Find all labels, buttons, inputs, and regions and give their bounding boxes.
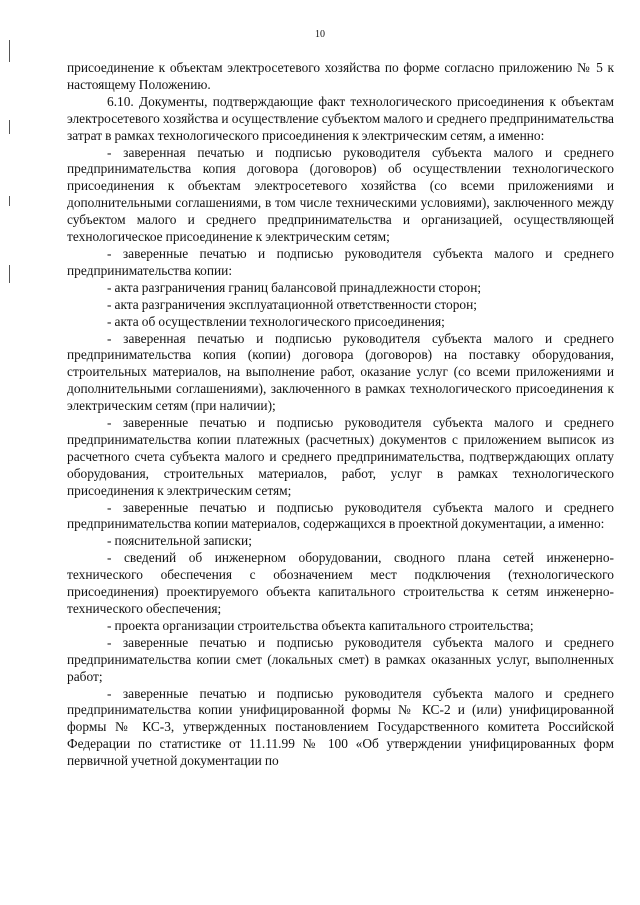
paragraph: - заверенные печатью и подписью руководителя субъекта малого и среднего предпринимательства копии: — [67, 245, 614, 278]
list-item: - акта об осуществлении технологического присоединения; — [107, 313, 445, 329]
paragraph: 6.10. Документы, подтверждающие факт технологического присоединения к объектам электросетевого хозяйства и осуществление субъектом малого и среднего предпринимательства затрат в рамках технологического присоединения к электрическим сетям, а именно: — [67, 93, 614, 143]
paragraph: - заверенная печатью и подписью руководителя субъекта малого и среднего предпринимательства копия (копии) договора (договоров) на поставку оборудования, строительных материалов, на выполнение работ, оказание услуг (со всеми приложениями и дополнительными соглашениями), заключенного в рамках технологического присоединения к электрическим сетям (при наличии); — [67, 330, 614, 414]
list-item: - акта разграничения эксплуатационной ответственности сторон; — [107, 296, 477, 312]
scan-edge-marks — [0, 0, 20, 905]
paragraph: присоединение к объектам электросетевого хозяйства по форме согласно приложению № 5 к настоящему Положению. — [67, 60, 614, 92]
paragraph: - заверенные печатью и подписью руководителя субъекта малого и среднего предпринимательства копии материалов, содержащихся в проектной документации, а именно: — [67, 499, 614, 532]
paragraph: - заверенные печатью и подписью руководителя субъекта малого и среднего предпринимательства копии унифицированной формы № КС-2 и (или) унифицированной формы № КС-3, утвержденных постановлением Государственного комитета Российской Федерации по статистике от 11.11.99 № 100 «Об утверждении унифицированных форм первичной учетной документации по — [67, 685, 614, 769]
paragraph: - заверенные печатью и подписью руководителя субъекта малого и среднего предпринимательства копии платежных (расчетных) документов с приложением выписок из расчетного счета субъекта малого и среднего предпринимательства, подтверждающих оплату оборудования, строительных материалов, работ, услуг в рамках технологического присоединения к электрическим сетям; — [67, 415, 614, 498]
list-item: - проекта организации строительства объекта капитального строительства; — [107, 617, 534, 633]
paragraph: - заверенная печатью и подписью руководителя субъекта малого и среднего предпринимательства копия договора (договоров) об осуществлении технологического присоединения к объектам электросетевого хозяйства (со всеми приложениями и дополнительными соглашениями, в том числе техническими условиями), заключенного между субъектом малого и среднего предпринимательства и организацией, осуществляющей технологическое присоединение к электрическим сетям; — [67, 144, 614, 245]
list-item: - пояснительной записки; — [107, 533, 252, 549]
document-body — [67, 60, 614, 770]
paragraph: - заверенные печатью и подписью руководителя субъекта малого и среднего предпринимательства копии смет (локальных смет) в рамках оказанных услуг, выполненных работ; — [67, 634, 614, 684]
page-number: 10 — [315, 29, 325, 40]
list-item: - сведений об инженерном оборудовании, сводного плана сетей инженерно-технического обеспечения с обозначением мест подключения (технологического присоединения) проектируемого объекта капитального строительства к сетям инженерно-технического обеспечения; — [67, 550, 614, 616]
list-item: - акта разграничения границ балансовой принадлежности сторон; — [107, 279, 482, 295]
